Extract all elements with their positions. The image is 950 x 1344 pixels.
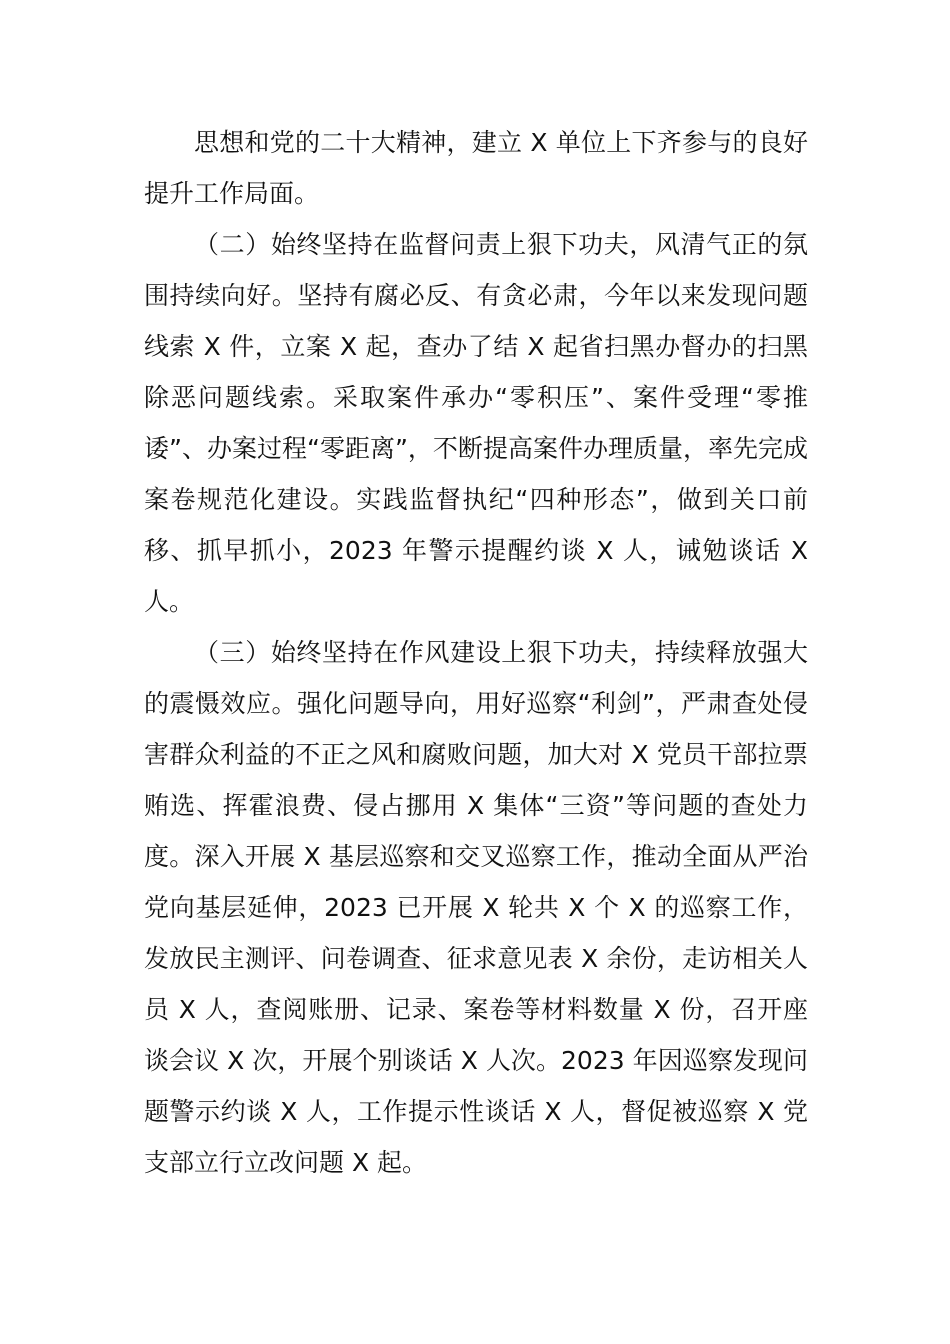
paragraph-continuation: 思想和党的二十大精神，建立 X 单位上下齐参与的良好提升工作局面。	[144, 128, 808, 208]
paragraph-section-two: （二）始终坚持在监督问责上狠下功夫，风清气正的氛围持续向好。坚持有腐必反、有贪必肃，今年以来发现问题线索 X 件，立案 X 起，查办了结 X 起省扫黑办督办的扫黑除恶问题线索。采取案件承办“零积压”、案件受理“零推诿”、办案过程“零距离”，不断提高案件办理质量，率先完成案卷规范化建设。实践监督执纪“四种形态”，做到关口前移、抓早抓小，2023 年警示提醒约谈 X 人，诫勉谈话 X 人。	[144, 230, 808, 616]
paragraph-section-three: （三）始终坚持在作风建设上狠下功夫，持续释放强大的震慑效应。强化问题导向，用好巡察“利剑”，严肃查处侵害群众利益的不正之风和腐败问题，加大对 X 党员干部拉票贿选、挥霍浪费、侵占挪用 X 集体“三资”等问题的查处力度。深入开展 X 基层巡察和交叉巡察工作，推动全面从严治党向基层延伸，2023 已开展 X 轮共 X 个 X 的巡察工作，发放民主测评、问卷调查、征求意见表 X 余份，走访相关人员 X 人，查阅账册、记录、案卷等材料数量 X 份，召开座谈会议 X 次，开展个别谈话 X 人次。2023 年因巡察发现问题警示约谈 X 人，工作提示性谈话 X 人，督促被巡察 X 党支部立行立改问题 X 起。	[144, 638, 808, 1177]
document-body	[144, 117, 808, 1188]
